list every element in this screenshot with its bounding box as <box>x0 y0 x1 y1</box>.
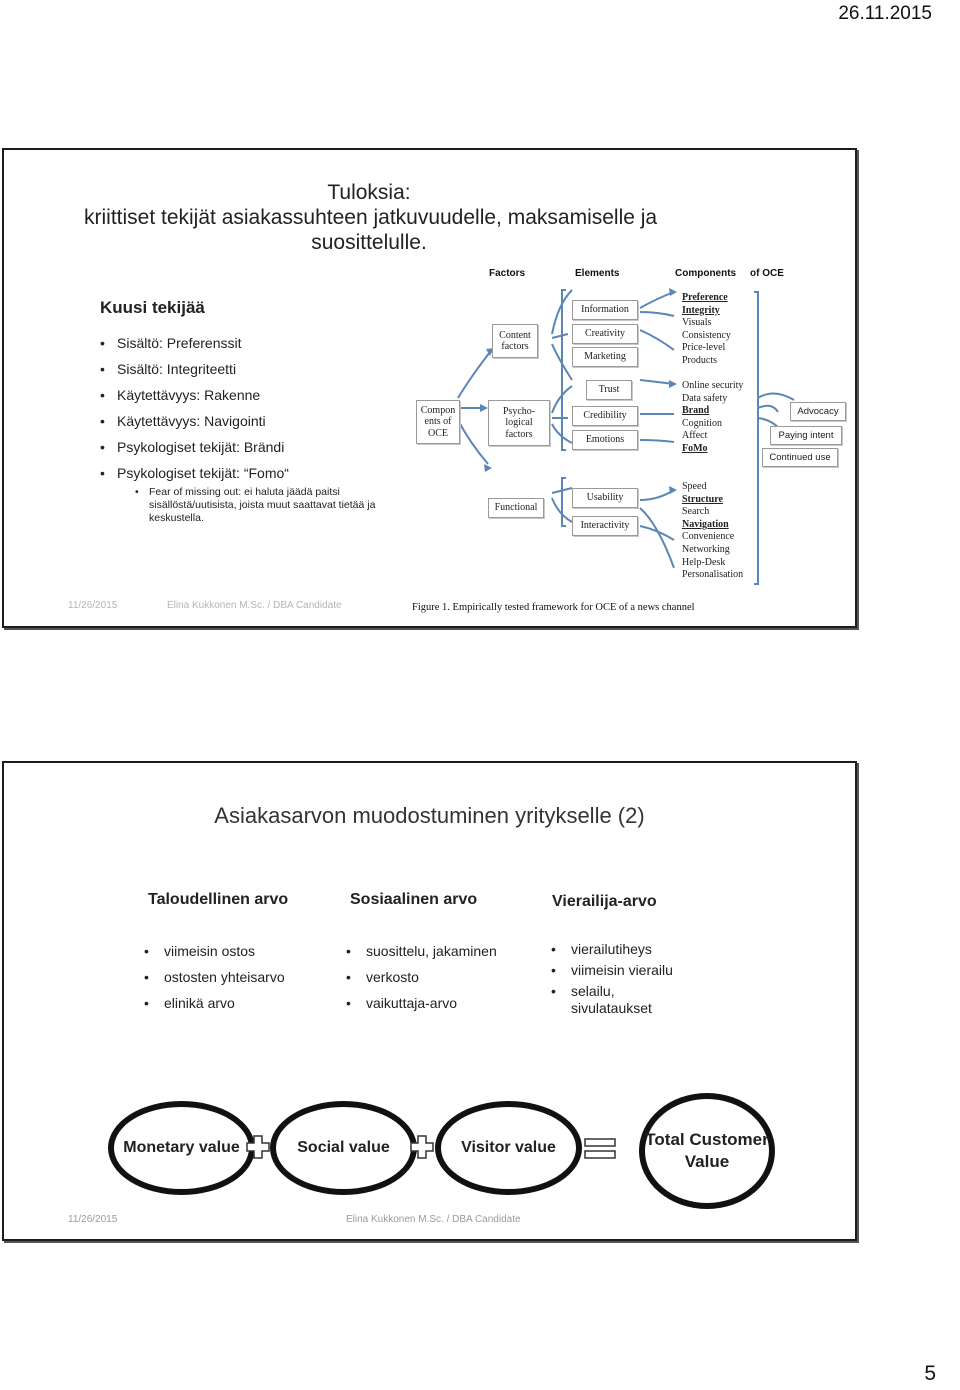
component-item: Brand <box>682 405 710 417</box>
slide-title <box>84 180 658 255</box>
component-item: Online security <box>682 380 744 391</box>
header-components: Components <box>675 268 737 279</box>
plus-icon <box>410 1135 434 1159</box>
component-item: Convenience <box>682 531 735 543</box>
title-line: Tuloksia: <box>327 181 411 204</box>
fomo-sub-list <box>124 486 414 525</box>
outcome-box: Continued use <box>762 448 838 467</box>
oce-framework-figure <box>412 268 850 618</box>
list-item: • Psykologiset tekijät: Brändi <box>100 434 410 460</box>
list-item: • viimeisin vierailu <box>546 962 676 979</box>
figure-caption: Figure 1. Empirically tested framework for OCE of a news channel <box>412 602 695 613</box>
component-item: Consistency <box>682 329 731 341</box>
component-item: Visuals <box>682 317 712 329</box>
footer-author: Elina Kukkonen M.Sc. / DBA Candidate <box>167 600 342 611</box>
list-item: • verkosto <box>341 964 497 990</box>
component-item: Personalisation <box>682 569 744 581</box>
element-box: Interactivity <box>572 516 638 536</box>
element-box: Credibility <box>572 406 638 426</box>
component-item: Data safety <box>682 392 728 404</box>
factors-heading: Kuusi tekijää <box>100 298 205 317</box>
component-item: Affect <box>682 430 708 442</box>
header-elements: Elements <box>575 268 620 279</box>
list-item: • viimeisin ostos <box>139 938 285 964</box>
list-item: • Sisältö: Integriteetti <box>100 356 410 382</box>
component-item: Integrity <box>682 304 720 316</box>
social-list <box>341 938 497 1016</box>
factor-box: Psycho- logical factors <box>488 400 550 446</box>
plus-icon <box>246 1135 270 1159</box>
component-item: Help-Desk <box>682 556 726 568</box>
sub-list-item: • Fear of missing out: ei haluta jäädä paitsi sisällöstä/uutisista, joista muut saattavat tietää ja keskustella. <box>124 486 414 525</box>
monetary-value-oval: Monetary value <box>108 1101 255 1195</box>
component-item: Navigation <box>682 518 729 530</box>
header-of-oce: of OCE <box>750 268 784 279</box>
social-value-oval: Social value <box>270 1101 417 1195</box>
list-item: • vaikuttaja-arvo <box>341 990 497 1016</box>
factors-list <box>100 330 410 486</box>
column-title: Sosiaalinen arvo <box>350 891 478 908</box>
components-group <box>682 380 743 456</box>
title-line: suosittelulle. <box>311 231 427 254</box>
equals-icon <box>584 1137 616 1161</box>
slide-title: Asiakasarvon muodostuminen yritykselle (2) <box>214 803 645 828</box>
title-line: kriittiset tekijät asiakassuhteen jatkuvuudelle, maksamiselle ja <box>84 206 658 229</box>
component-item: Preference <box>682 292 728 303</box>
list-item: • suosittelu, jakaminen <box>341 938 497 964</box>
factor-box: Functional <box>488 498 544 518</box>
root-box: Compon ents of OCE <box>416 400 460 444</box>
list-item: • ostosten yhteisarvo <box>139 964 285 990</box>
page-date: 26.11.2015 <box>838 3 932 24</box>
column-title: Vierailija-arvo <box>552 893 657 910</box>
list-item: • elinikä arvo <box>139 990 285 1016</box>
list-item: • Käytettävyys: Rakenne <box>100 382 410 408</box>
component-item: Cognition <box>682 417 723 429</box>
outcome-box: Advocacy <box>790 402 846 421</box>
component-item: FoMo <box>682 442 708 454</box>
component-item: Speed <box>682 481 707 492</box>
slide-results <box>2 148 857 628</box>
element-box: Information <box>572 300 638 320</box>
visitor-value-oval: Visitor value <box>435 1101 582 1195</box>
component-item: Products <box>682 354 717 366</box>
components-group <box>682 292 731 368</box>
footer-author: Elina Kukkonen M.Sc. / DBA Candidate <box>346 1214 521 1225</box>
element-box: Emotions <box>572 430 638 450</box>
outcome-box: Paying intent <box>770 426 842 445</box>
element-box: Usability <box>572 488 638 508</box>
component-item: Structure <box>682 493 723 505</box>
list-item: • selailu, sivulataukset <box>546 983 676 1017</box>
element-box: Trust <box>586 380 632 400</box>
factor-box: Content factors <box>492 324 538 358</box>
slide-customer-value <box>2 761 857 1241</box>
column-title: Taloudellinen arvo <box>148 891 289 908</box>
components-group <box>682 481 743 582</box>
visitor-list <box>546 941 676 1021</box>
element-box: Marketing <box>572 347 638 367</box>
monetary-list <box>139 938 285 1016</box>
component-item: Networking <box>682 543 730 555</box>
footer-date: 11/26/2015 <box>68 600 118 611</box>
list-item: • Psykologiset tekijät: “Fomo“ <box>100 460 410 486</box>
component-item: Search <box>682 506 710 518</box>
element-box: Creativity <box>572 324 638 344</box>
list-item: • Käytettävyys: Navigointi <box>100 408 410 434</box>
page-number: 5 <box>924 1362 936 1385</box>
list-item: • Sisältö: Preferenssit <box>100 330 410 356</box>
footer-date: 11/26/2015 <box>68 1214 118 1225</box>
header-factors: Factors <box>489 268 526 279</box>
component-item: Price-level <box>682 342 726 354</box>
list-item: • vierailutiheys <box>546 941 676 958</box>
total-customer-value-oval: Total Customer Value <box>639 1093 775 1209</box>
